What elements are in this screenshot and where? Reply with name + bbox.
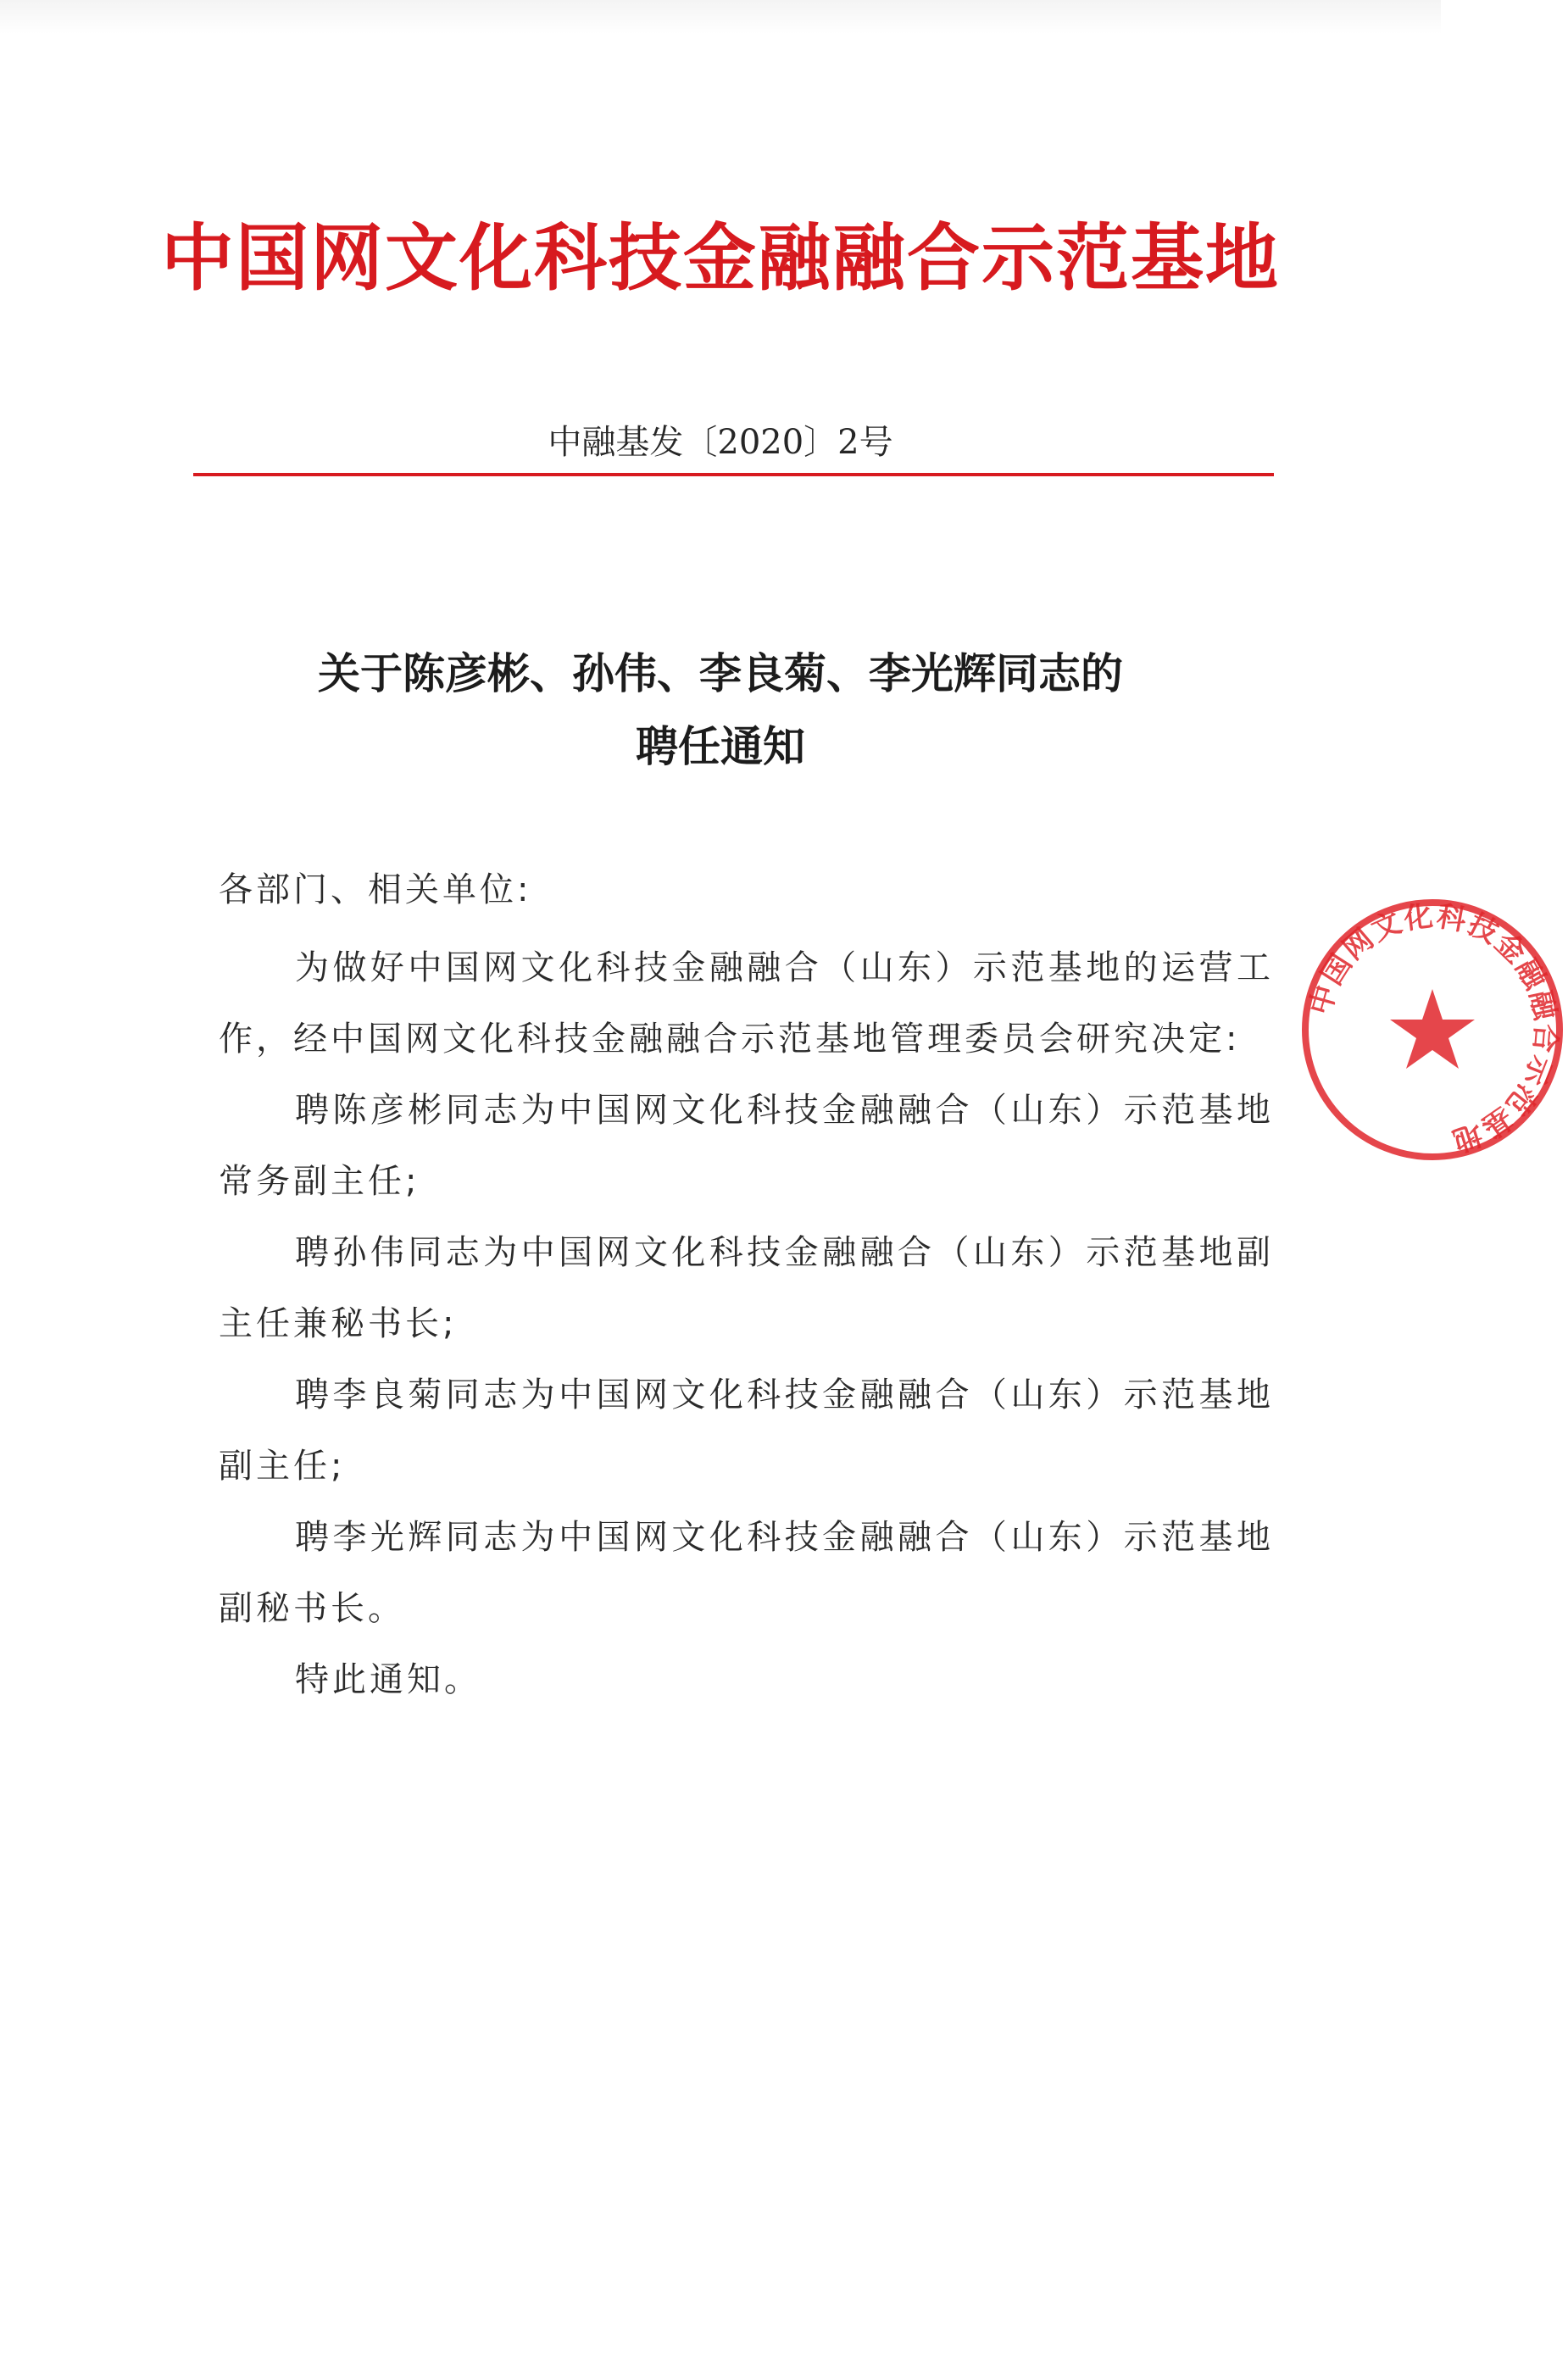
- scan-edge-shadow: [0, 0, 1441, 34]
- letterhead-title: 中国网文化科技金融融合示范基地: [161, 215, 1280, 301]
- notice-title-line-2: 聘任通知: [636, 721, 805, 771]
- official-seal-stamp: [1297, 894, 1568, 1165]
- notice-title-line-1: 关于陈彦彬、孙伟、李良菊、李光辉同志的: [318, 648, 1123, 698]
- salutation: 各部门、相关单位:: [219, 870, 532, 909]
- body-paragraph-appointment-3: 聘李良菊同志为中国网文化科技金融融合（山东）示范基地副主任;: [219, 1375, 1274, 1486]
- notice-title: [0, 637, 1441, 783]
- seal-star-icon: [1390, 989, 1475, 1069]
- body-paragraph-appointment-1: 聘陈彦彬同志为中国网文化科技金融融合（山东）示范基地常务副主任;: [219, 1091, 1274, 1201]
- seal-text: 中国网文化科技金融融合示范基地: [1303, 898, 1563, 1159]
- body-paragraph-appointment-4: 聘李光辉同志为中国网文化科技金融融合（山东）示范基地副秘书长。: [219, 1518, 1274, 1628]
- document-number: 中融基发〔2020〕2号: [548, 423, 893, 462]
- body-paragraph-appointment-2: 聘孙伟同志为中国网文化科技金融融合（山东）示范基地副主任兼秘书长;: [219, 1233, 1274, 1343]
- letterhead-red-rule: [193, 473, 1274, 476]
- body-paragraph-intro: 为做好中国网文化科技金融融合（山东）示范基地的运营工作，经中国网文化科技金融融合示范基地管理委员会研究决定:: [219, 948, 1274, 1059]
- notice-body: [219, 932, 1274, 1715]
- body-paragraph-closing: 特此通知。: [295, 1660, 481, 1699]
